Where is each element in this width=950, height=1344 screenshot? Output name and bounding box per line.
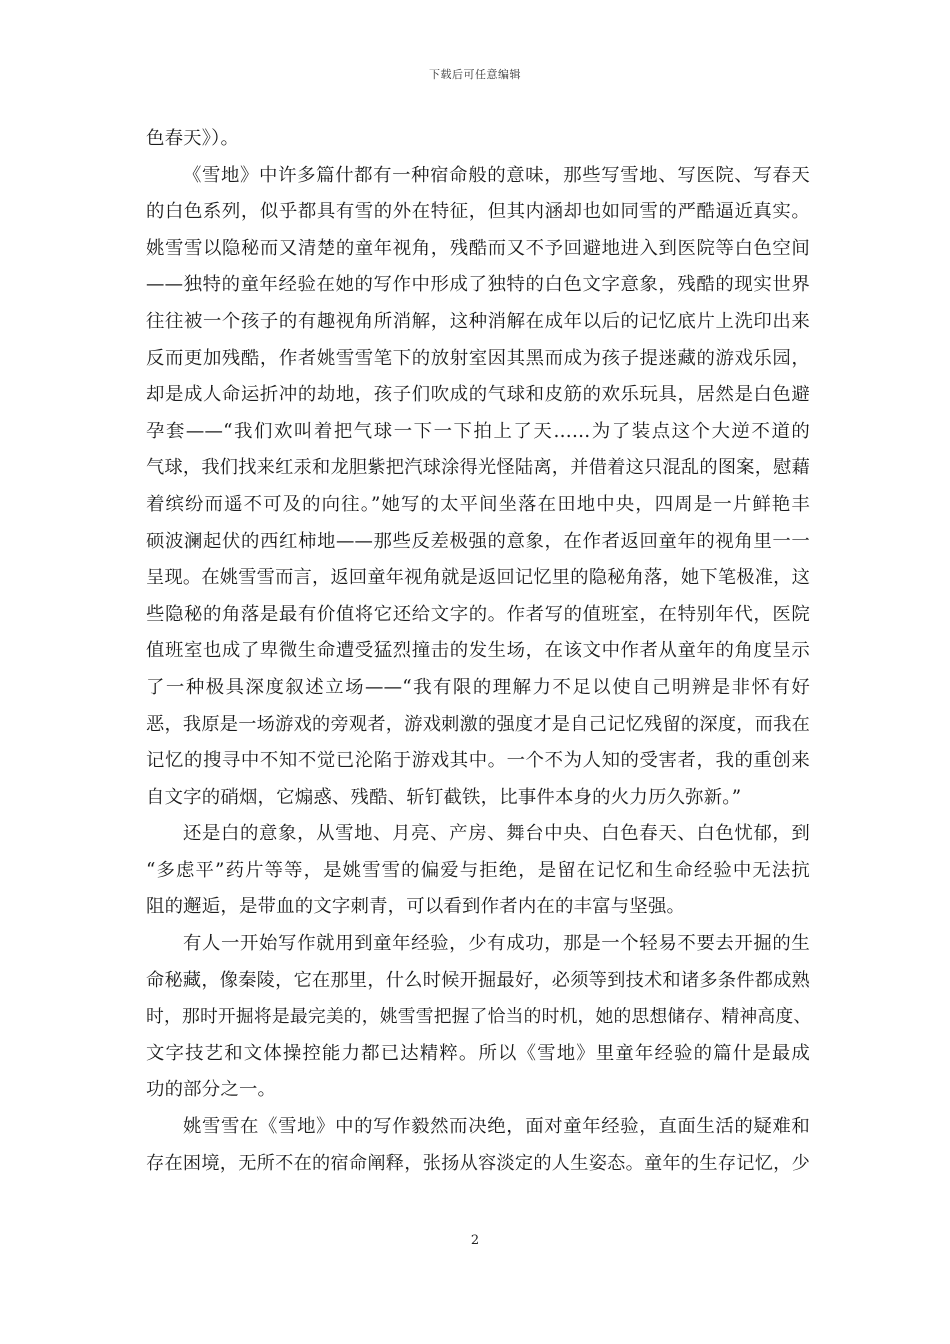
text-line: 恶，我原是一场游戏的旁观者，游戏刺激的强度才是自己记忆残留的深度，而我在 [146, 713, 810, 735]
page-number: 2 [470, 1233, 480, 1248]
text-line: “多虑平”药片等等，是姚雪雪的偏爱与拒绝，是留在记忆和生命经验中无法抗 [146, 859, 810, 881]
text-line: 阻的邂逅，是带血的文字刺青，可以看到作者内在的丰富与坚强。 [146, 896, 686, 918]
text-line: 文字技艺和文体操控能力都已达精粹。所以《雪地》里童年经验的篇什是最成 [146, 1042, 810, 1064]
text-line: 着缤纷而遥不可及的向往。”她写的太平间坐落在田地中央，四周是一片鲜艳丰 [146, 493, 810, 515]
text-line: 时，那时开掘将是最完美的，姚雪雪把握了恰当的时机，她的思想储存、精神高度、 [146, 1006, 812, 1028]
text-line: 了一种极具深度叙述立场——“我有限的理解力不足以使自己明辨是非怀有好 [146, 676, 810, 698]
text-line: 孕套——“我们欢叫着把气球一下一下拍上了天……为了装点这个大逆不道的 [146, 420, 810, 442]
text-line: 呈现。在姚雪雪而言，返回童年视角就是返回记忆里的隐秘角落，她下笔极准，这 [146, 567, 810, 589]
text-line: 姚雪雪以隐秘而又清楚的童年视角，残酷而又不予回避地进入到医院等白色空间 [146, 237, 810, 259]
text-line: 记忆的搜寻中不知不觉已沦陷于游戏其中。一个不为人知的受害者，我的重创来 [146, 750, 810, 772]
text-line: 色春天》）。 [146, 128, 240, 149]
text-line: 硕波澜起伏的西红柿地——那些反差极强的意象，在作者返回童年的视角里一一 [146, 530, 810, 552]
text-line: 有人一开始写作就用到童年经验，少有成功，那是一个轻易不要去开掘的生 [183, 933, 810, 955]
text-line: 存在困境，无所不在的宿命阐释，张扬从容淡定的人生姿态。童年的生存记忆，少 [146, 1152, 810, 1174]
text-line: 气球，我们找来红汞和龙胆紫把汽球涂得光怪陆离，并借着这只混乱的图案，慰藉 [146, 457, 810, 479]
text-line: 往往被一个孩子的有趣视角所消解，这种消解在成年以后的记忆底片上洗印出来 [146, 310, 810, 332]
text-line: 命秘藏，像秦陵，它在那里，什么时候开掘最好，必须等到技术和诸多条件都成熟 [146, 969, 810, 991]
text-line: 自文字的硝烟，它煽惑、残酷、斩钉截铁，比事件本身的火力历久弥新。” [146, 786, 742, 808]
text-line: ——独特的童年经验在她的写作中形成了独特的白色文字意象，残酷的现实世界 [146, 274, 810, 296]
text-line: 些隐秘的角落是最有价值将它还给文字的。作者写的值班室，在特别年代，医院 [146, 603, 810, 625]
text-line: 《雪地》中许多篇什都有一种宿命般的意味，那些写雪地、写医院、写春天 [183, 164, 810, 186]
text-line: 还是白的意象，从雪地、月亮、产房、舞台中央、白色春天、白色忧郁，到 [183, 823, 810, 845]
text-line: 的白色系列，似乎都具有雪的外在特征，但其内涵却也如同雪的严酷逼近真实。 [146, 201, 810, 223]
page-header: 下载后可任意编辑 [429, 68, 521, 81]
text-line: 姚雪雪在《雪地》中的写作毅然而决绝，面对童年经验，直面生活的疑难和 [183, 1116, 810, 1138]
text-line: 却是成人命运折冲的劫地，孩子们吹成的气球和皮筋的欢乐玩具，居然是白色避 [146, 384, 810, 406]
text-line: 值班室也成了卑微生命遭受猛烈撞击的发生场，在该文中作者从童年的角度呈示 [146, 640, 810, 662]
document-body [146, 121, 810, 1182]
text-line: 反而更加残酷，作者姚雪雪笔下的放射室因其黑而成为孩子提迷藏的游戏乐园， [146, 347, 810, 369]
text-line: 功的部分之一。 [146, 1079, 277, 1101]
